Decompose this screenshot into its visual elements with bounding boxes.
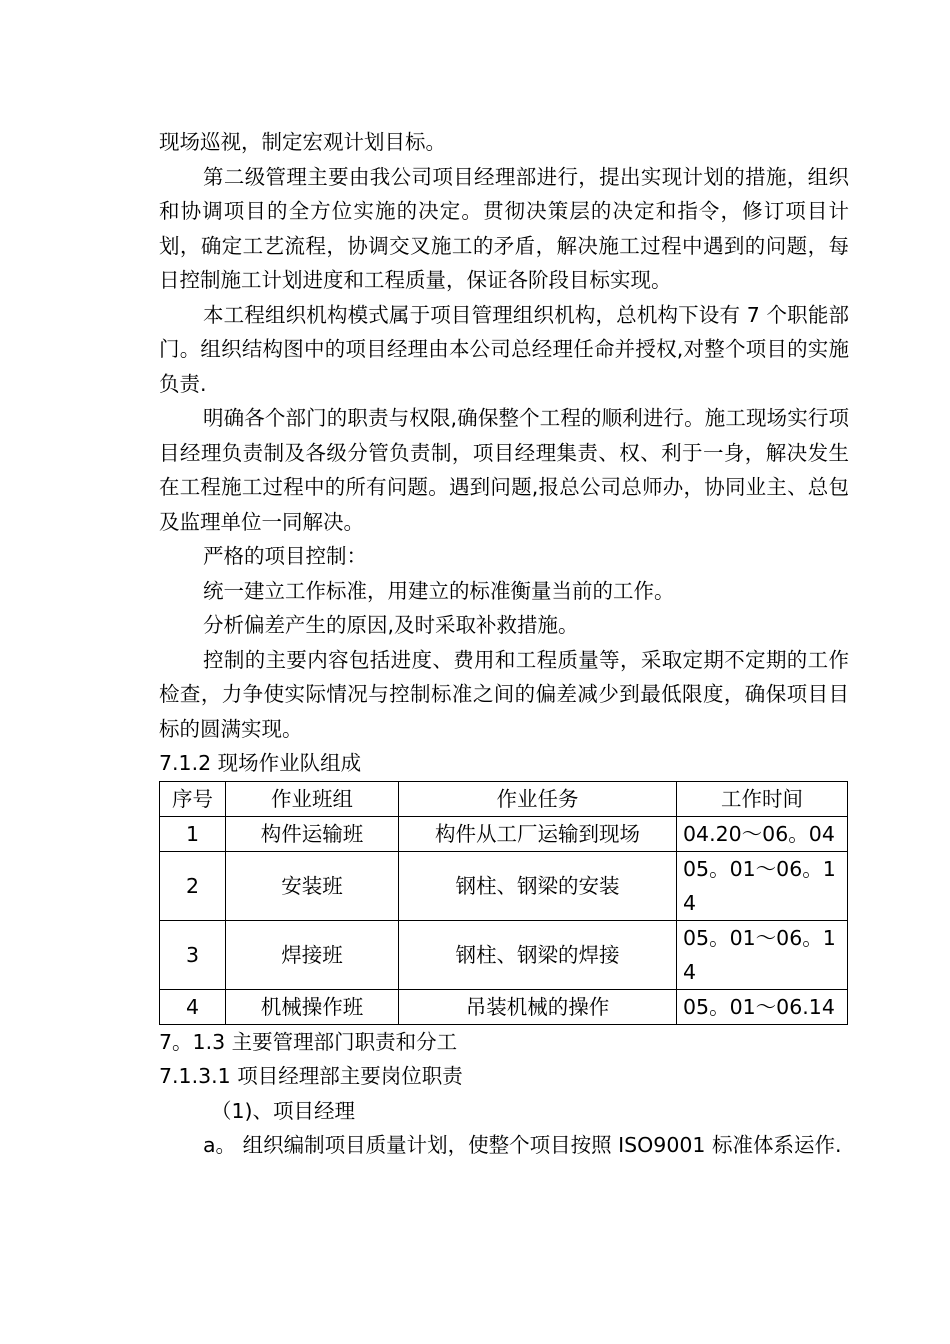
cell-index: 1 xyxy=(160,816,226,851)
table-row xyxy=(160,920,848,989)
cell-task: 吊装机械的操作 xyxy=(399,989,677,1024)
paragraph-1: 现场巡视，制定宏观计划目标。 xyxy=(159,130,446,154)
paragraph-3: 本工程组织机构模式属于项目管理组织机构，总机构下设有 7 个职能部门。组织结构图中的项目经理由本公司总经理任命并授权,对整个项目的实施负责. xyxy=(159,302,849,396)
section-heading-713: 7。1.3 主要管理部门职责和分工 xyxy=(159,1029,458,1054)
work-team-table xyxy=(159,781,848,1025)
section-heading-712: 7.1.2 现场作业队组成 xyxy=(159,751,362,775)
cell-time: 05。01～06。14 xyxy=(677,851,848,920)
paragraph-8: 控制的主要内容包括进度、费用和工程质量等，采取定期不定期的工作检查，力争使实际情况与控制标准之间的偏差减少到最低限度，确保项目目标的圆满实现。 xyxy=(159,647,849,741)
header-cell-time: 工作时间 xyxy=(677,781,848,816)
paragraph-6: 统一建立工作标准，用建立的标准衡量当前的工作。 xyxy=(203,578,675,603)
cell-time: 05。01～06。14 xyxy=(677,920,848,989)
cell-task: 钢柱、钢梁的焊接 xyxy=(399,920,677,989)
cell-index: 2 xyxy=(160,851,226,920)
cell-index: 4 xyxy=(160,989,226,1024)
cell-index: 3 xyxy=(160,920,226,989)
list-item-a: a。 组织编制项目质量计划，使整个项目按照 ISO9001 标准体系运作. xyxy=(203,1133,842,1157)
cell-team: 构件运输班 xyxy=(226,816,399,851)
cell-time: 04.20～06。04 xyxy=(677,816,848,851)
cell-task: 构件从工厂运输到现场 xyxy=(399,816,677,851)
table-header-row xyxy=(160,781,848,816)
document-page xyxy=(159,125,849,1163)
table-row xyxy=(160,816,848,851)
list-item-project-manager: （1)、项目经理 xyxy=(211,1098,356,1123)
header-cell-task: 作业任务 xyxy=(399,781,677,816)
table-row xyxy=(160,851,848,920)
section-heading-7131: 7.1.3.1 项目经理部主要岗位职责 xyxy=(159,1064,463,1088)
paragraph-7: 分析偏差产生的原因,及时采取补救措施。 xyxy=(203,613,579,637)
cell-team: 机械操作班 xyxy=(226,989,399,1024)
cell-team: 焊接班 xyxy=(226,920,399,989)
cell-time: 05。01～06.14 xyxy=(677,989,848,1024)
paragraph-5: 严格的项目控制： xyxy=(203,544,367,568)
header-cell-index: 序号 xyxy=(160,781,226,816)
header-cell-team: 作业班组 xyxy=(226,781,399,816)
cell-task: 钢柱、钢梁的安装 xyxy=(399,851,677,920)
cell-team: 安装班 xyxy=(226,851,399,920)
paragraph-4: 明确各个部门的职责与权限,确保整个工程的顺利进行。施工现场实行项目经理负责制及各级分管负责制，项目经理集责、权、利于一身，解决发生在工程施工过程中的所有问题。遇到问题,报总公司总师办，协同业主、总包及监理单位一同解决。 xyxy=(159,406,849,534)
paragraph-2: 第二级管理主要由我公司项目经理部进行，提出实现计划的措施，组织和协调项目的全方位实施的决定。贯彻决策层的决定和指令，修订项目计划，确定工艺流程，协调交叉施工的矛盾，解决施工过程中遇到的问题，每日控制施工计划进度和工程质量，保证各阶段目标实现。 xyxy=(159,164,849,292)
table-row xyxy=(160,989,848,1024)
